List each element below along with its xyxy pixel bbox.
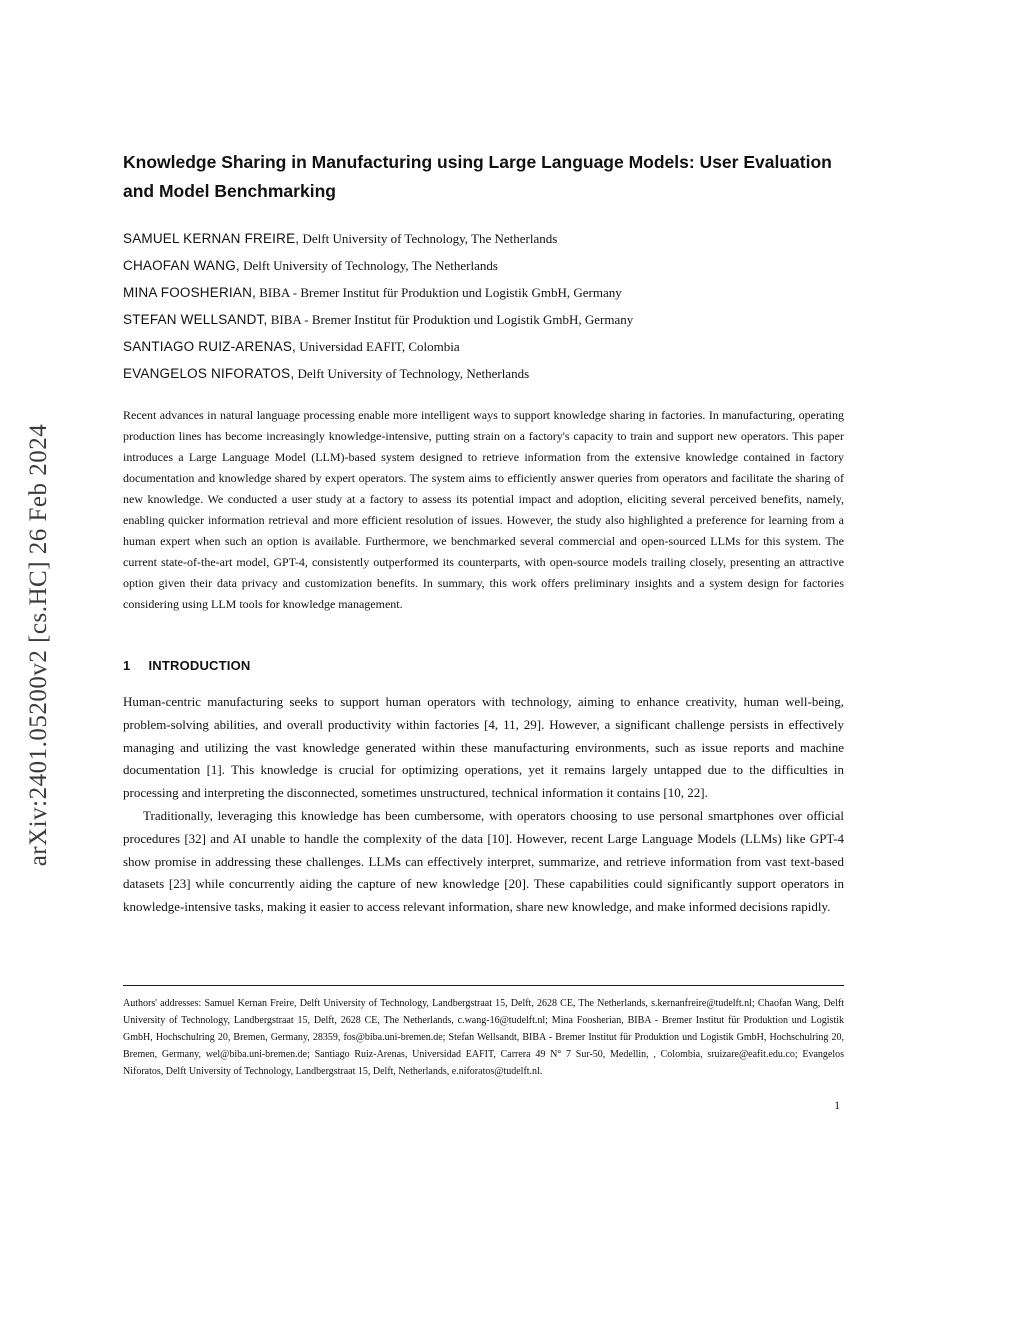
author-name: SAMUEL KERNAN FREIRE,	[123, 231, 300, 246]
paper-title: Knowledge Sharing in Manufacturing using Large Language Models: User Evaluation and Model Benchmarking	[123, 152, 832, 201]
author-line	[123, 311, 844, 329]
author-affiliation: BIBA - Bremer Institut für Produktion und Logistik GmbH, Germany	[267, 312, 634, 327]
author-line	[123, 257, 844, 275]
author-affiliation: Universidad EAFIT, Colombia	[295, 339, 460, 354]
author-affiliation: BIBA - Bremer Institut für Produktion und Logistik GmbH, Germany	[255, 285, 622, 300]
abstract-text: Recent advances in natural language processing enable more intelligent ways to support knowledge sharing in factories. In manufacturing, operating production lines has become increasingly knowledge-intensive, putting strain on a factory's capacity to train and support new operators. This paper introduces a Large Language Model (LLM)-based system designed to retrieve information from the extensive knowledge contained in factory documentation and knowledge shared by expert operators. The system aims to efficiently answer queries from operators and facilitate the sharing of new knowledge. We conducted a user study at a factory to assess its potential impact and adoption, eliciting several perceived benefits, namely, enabling quicker information retrieval and more efficient resolution of issues. However, the study also highlighted a preference for learning from a human expert when such an option is available. Furthermore, we benchmarked several commercial and open-sourced LLMs for this system. The current state-of-the-art model, GPT-4, consistently outperformed its counterparts, with open-source models trailing closely, presenting an attractive option given their data privacy and customization benefits. In summary, this work offers preliminary insights and a system design for factories considering using LLM tools for knowledge management.	[123, 408, 844, 611]
authors-addresses-footnote: Authors' addresses: Samuel Kernan Freire, Delft University of Technology, Landbergstraat 15, Delft, 2628 CE, The Netherlands, s.kernanfreire@tudelft.nl; Chaofan Wang, Delft University of Technology, Landbergstraat 15, Delft, 2628 CE, The Netherlands, c.wang-16@tudelft.nl; Mina Foosherian, BIBA - Bremer Institut für Produktion und Logistik GmbH, Hochschulring 20, Bremen, Germany, 28359, fos@biba.uni-bremen.de; Stefan Wellsandt, BIBA - Bremer Institut für Produktion und Logistik GmbH, Hochschulring 20, Bremen, Germany, wel@biba.uni-bremen.de; Santiago Ruiz-Arenas, Universidad EAFIT, Carrera 49 N° 7 Sur-50, Medellin, , Colombia, sruizare@eafit.edu.co; Evangelos Niforatos, Delft University of Technology, Landbergstraat 15, Delft, Netherlands, e.niforatos@tudelft.nl.	[123, 998, 844, 1077]
paper-content	[123, 148, 844, 919]
author-affiliation: Delft University of Technology, Netherlands	[294, 366, 530, 381]
author-line	[123, 338, 844, 356]
section-title: INTRODUCTION	[148, 658, 251, 673]
author-name: MINA FOOSHERIAN,	[123, 285, 256, 300]
author-line	[123, 284, 844, 302]
author-name: SANTIAGO RUIZ-ARENAS,	[123, 339, 296, 354]
arxiv-sidebar-watermark: arXiv:2401.05200v2 [cs.HC] 26 Feb 2024	[25, 423, 52, 867]
author-name: STEFAN WELLSANDT,	[123, 312, 268, 327]
author-name: EVANGELOS NIFORATOS,	[123, 366, 295, 381]
author-list	[123, 230, 844, 383]
author-name: CHAOFAN WANG,	[123, 258, 240, 273]
footnote-block	[123, 985, 844, 1080]
footnote-rule	[123, 985, 844, 986]
author-affiliation: Delft University of Technology, The Netherlands	[299, 231, 558, 246]
section-number: 1	[123, 658, 131, 673]
section-heading-introduction	[123, 658, 844, 673]
body-paragraph-2: Traditionally, leveraging this knowledge has been cumbersome, with operators choosing to use personal smartphones over official procedures [32] and AI unable to handle the complexity of the data [10]. However, recent Large Language Models (LLMs) like GPT-4 show promise in addressing these challenges. LLMs can effectively interpret, summarize, and retrieve information from vast text-based datasets [23] while concurrently aiding the capture of new knowledge [20]. These capabilities could significantly support operators in knowledge-intensive tasks, making it easier to access relevant information, share new knowledge, and make informed decisions rapidly.	[123, 807, 844, 915]
author-affiliation: Delft University of Technology, The Netherlands	[239, 258, 498, 273]
author-line	[123, 230, 844, 248]
author-line	[123, 365, 844, 383]
body-paragraph-1: Human-centric manufacturing seeks to support human operators with technology, aiming to enhance creativity, human well-being, problem-solving abilities, and overall productivity within factories [4, 11, 29]. However, a significant challenge persists in effectively managing and utilizing the vast knowledge generated within these manufacturing environments, such as issue reports and machine documentation [1]. This knowledge is crucial for optimizing operations, yet it remains largely untapped due to the difficulties in processing and interpreting the disconnected, sometimes unstructured, technical information it contains [10, 22].	[123, 694, 844, 801]
page-number: 1	[834, 1100, 840, 1112]
